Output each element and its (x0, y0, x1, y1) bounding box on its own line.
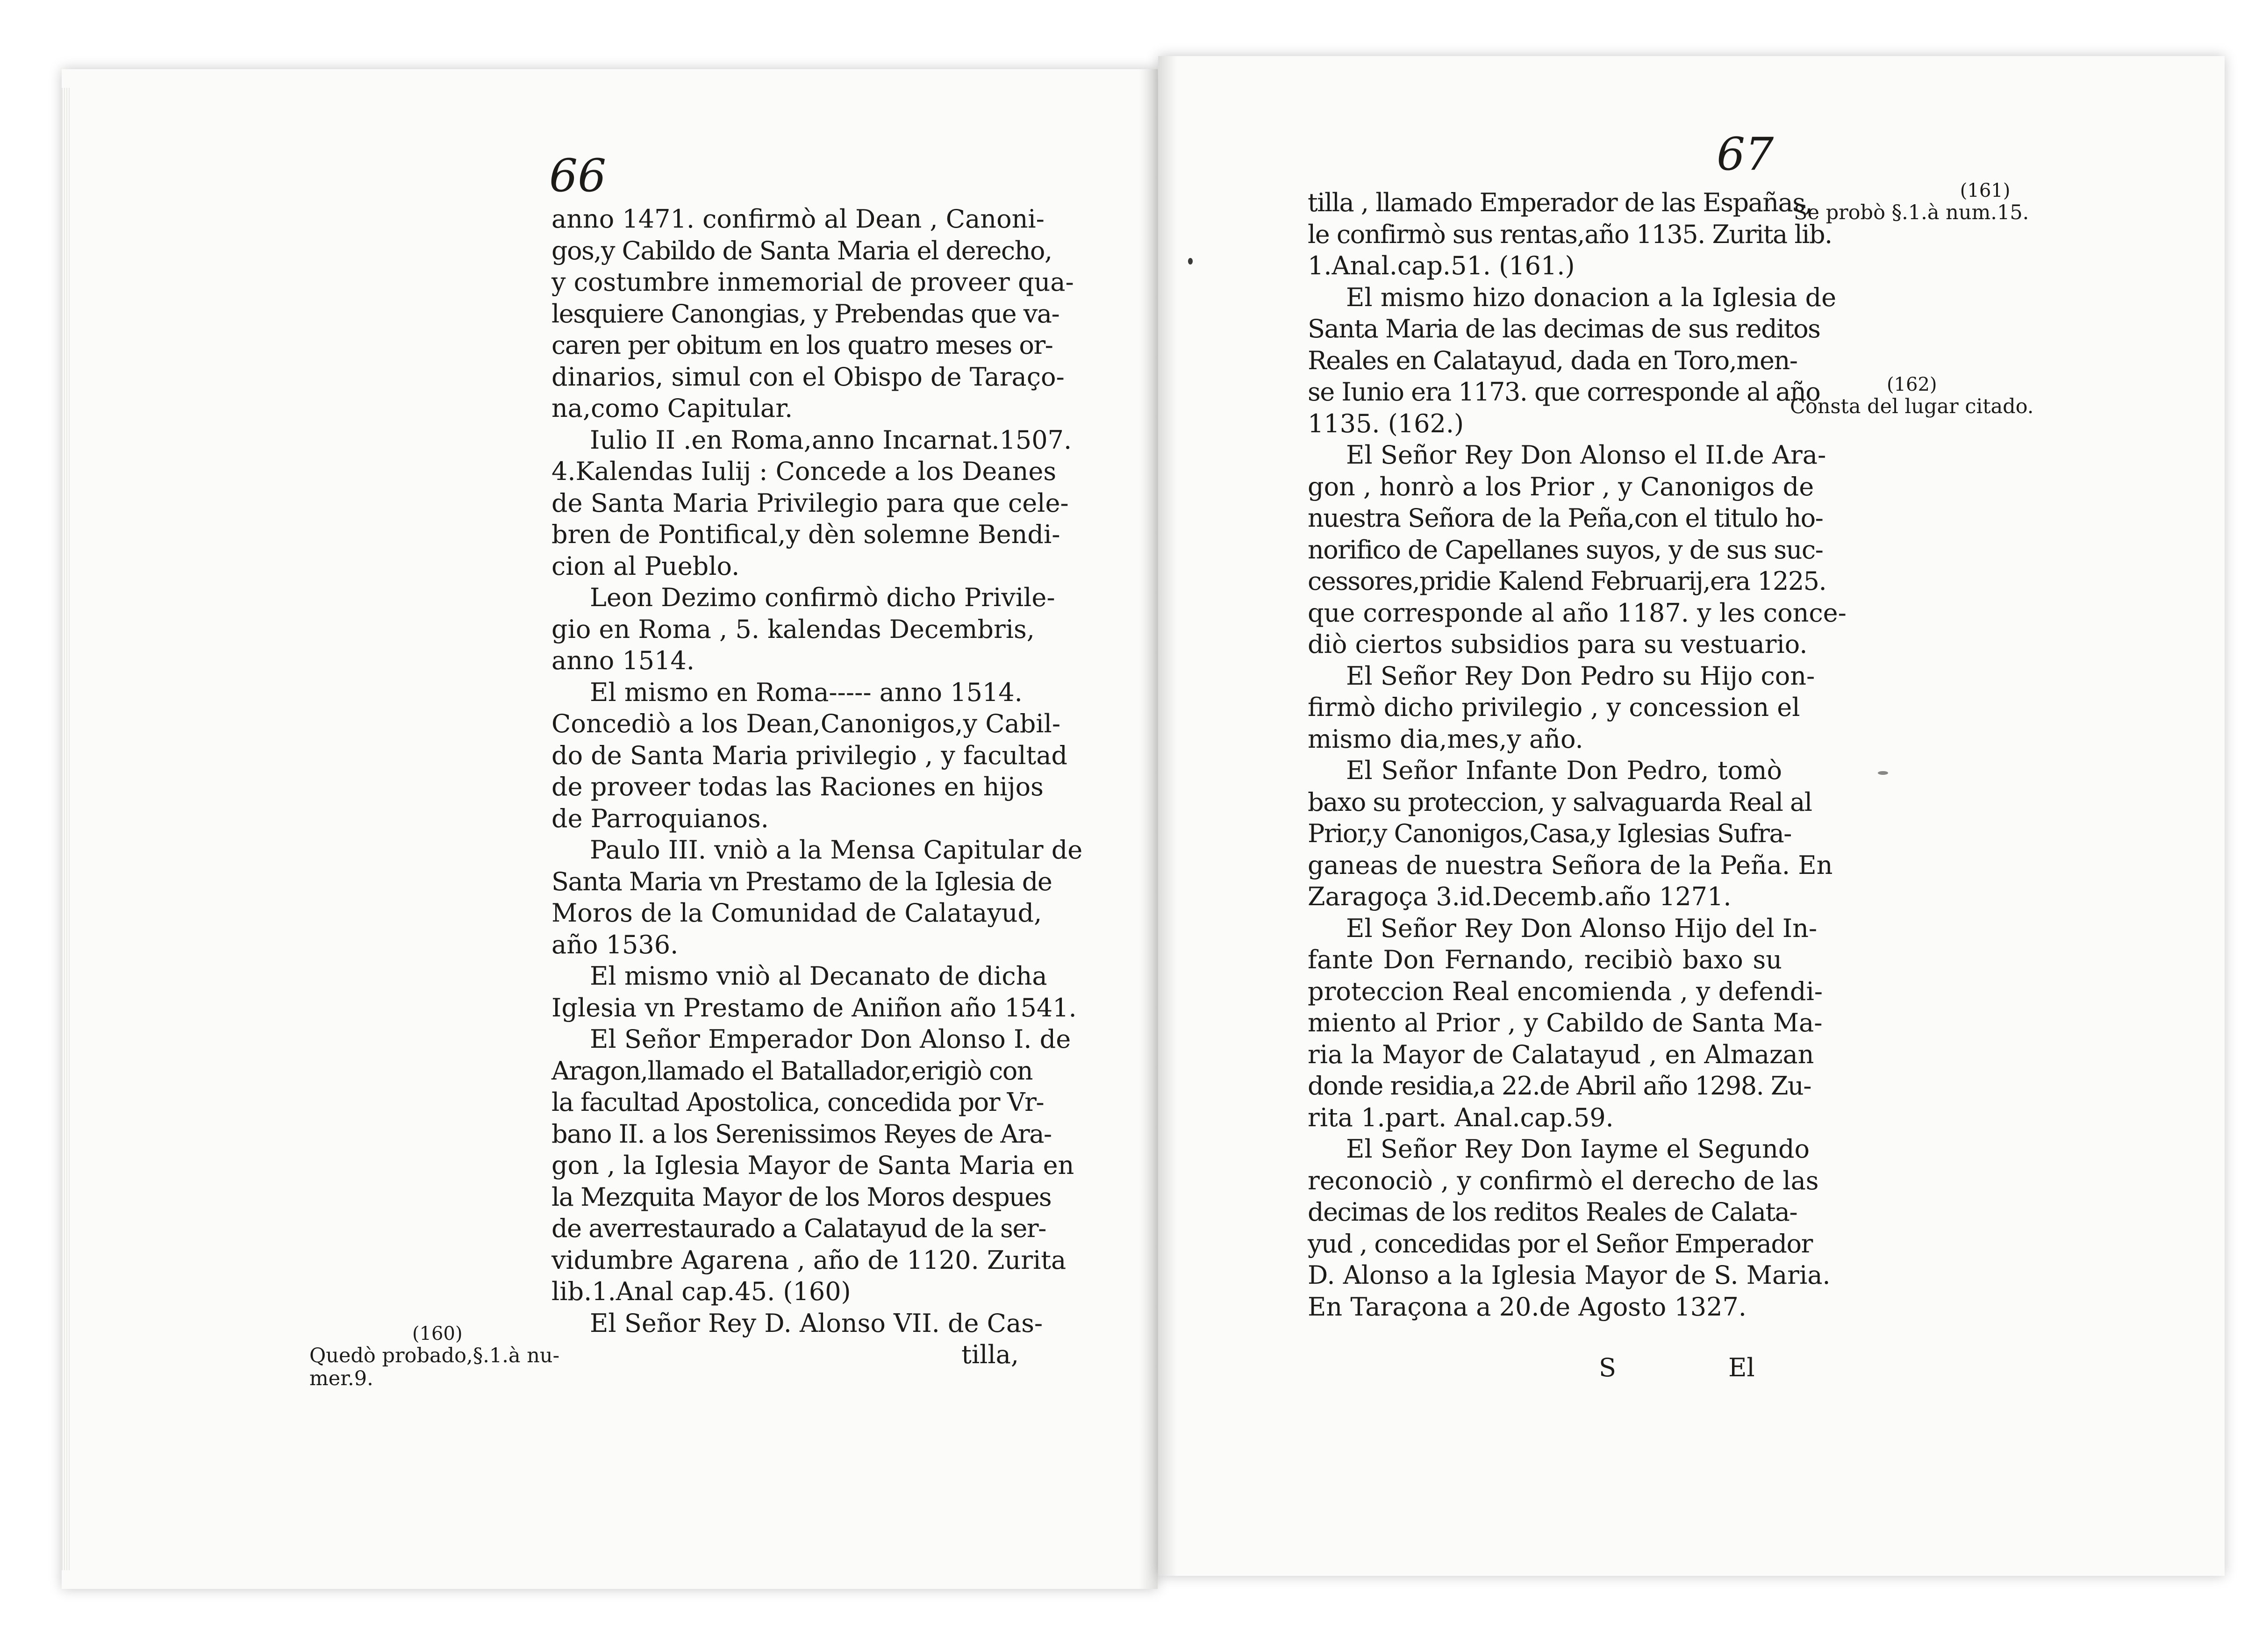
text-line: proteccion Real encomienda , y defendi- (1308, 976, 1823, 1006)
text-line: gon , honrò a los Prior , y Canonigos de (1308, 472, 1814, 501)
text-line: D. Alonso a la Iglesia Mayor de S. Maria. (1308, 1260, 1831, 1290)
text-line: gon , la Iglesia Mayor de Santa Maria en (551, 1151, 1074, 1180)
text-line: tilla, (961, 1340, 1019, 1369)
text-line: Paulo III. vniò a la Mensa Capitular de (590, 835, 1083, 865)
text-line: anno 1471. confirmò al Dean , Canoni- (551, 204, 1045, 234)
text-line: reconociò , y confirmò el derecho de las (1308, 1166, 1819, 1195)
gutter-shadow (1158, 56, 1177, 1576)
text-line: mismo dia,mes,y año. (1308, 724, 1583, 754)
text-line: Iglesia vn Prestamo de Aniñon año 1541. (551, 993, 1077, 1023)
text-line: y costumbre inmemorial de proveer qua- (551, 267, 1074, 297)
text-line: El mismo vniò al Decanato de dicha (590, 961, 1047, 991)
margin-note (1790, 374, 2033, 418)
text-line: fante Don Fernando, recibiò baxo su (1308, 945, 1782, 974)
text-line: do de Santa Maria privilegio , y facultad (551, 740, 1067, 770)
note-number: (161) (1960, 180, 2011, 201)
text-line: Moros de la Comunidad de Calatayud, (551, 898, 1042, 928)
text-line: Santa Maria vn Prestamo de la Iglesia de (551, 866, 1052, 896)
text-line: baxo su proteccion, y salvaguarda Real al (1308, 787, 1812, 817)
text-column (1308, 187, 1847, 1323)
text-line: El Señor Emperador Don Alonso I. de (590, 1024, 1071, 1054)
text-line: El Señor Rey Don Iayme el Segundo (1346, 1134, 1810, 1164)
text-line: ganeas de nuestra Señora de la Peña. En (1308, 850, 1833, 880)
text-line: gio en Roma , 5. kalendas Decembris, (551, 614, 1035, 644)
text-line: año 1536. (551, 930, 679, 959)
left-page (62, 69, 1158, 1589)
text-line: le confirmò sus rentas,año 1135. Zurita lib. (1308, 219, 1832, 249)
text-line: cessores,pridie Kalend Februarij,era 1225. (1308, 566, 1826, 596)
page-number: 66 (549, 150, 607, 202)
text-line: dinarios, simul con el Obispo de Taraço- (551, 362, 1065, 392)
text-line: 4.Kalendas Iulij : Concede a los Deanes (551, 457, 1057, 486)
text-line: Prior,y Canonigos,Casa,y Iglesias Sufra- (1308, 819, 1791, 848)
text-line: Concediò a los Dean,Canonigos,y Cabil- (551, 709, 1061, 738)
text-line: de averrestaurado a Calatayud de la ser- (551, 1214, 1046, 1243)
text-line: Zaragoça 3.id.Decemb.año 1271. (1308, 882, 1732, 911)
text-line: nuestra Señora de la Peña,con el titulo ho- (1308, 503, 1823, 533)
right-page (1158, 56, 2225, 1576)
text-line: la facultad Apostolica, concedida por Vr- (551, 1087, 1044, 1117)
text-line: rita 1.part. Anal.cap.59. (1308, 1102, 1614, 1132)
text-line: El mismo hizo donacion a la Iglesia de (1346, 282, 1837, 312)
text-line: miento al Prior , y Cabildo de Santa Ma- (1308, 1008, 1823, 1037)
text-line: vidumbre Agarena , año de 1120. Zurita (551, 1245, 1067, 1275)
ink-speck (1878, 771, 1888, 775)
text-line: norifico de Capellanes suyos, y de sus suc- (1308, 535, 1823, 565)
text-line: se Iunio era 1173. que corresponde al año (1308, 377, 1820, 407)
text-line: de Parroquianos. (551, 803, 769, 833)
text-line: de Santa Maria Privilegio para que cele- (551, 488, 1069, 518)
text-line: decimas de los reditos Reales de Calata- (1308, 1197, 1797, 1227)
text-line: diò ciertos subsidios para su vestuario. (1308, 629, 1808, 659)
text-line: lib.1.Anal cap.45. (160) (551, 1277, 851, 1306)
margin-note (1794, 180, 2029, 224)
text-line: Leon Dezimo confirmò dicho Privile- (590, 583, 1055, 612)
text-line: lesquiere Canongias, y Prebendas que va- (551, 299, 1059, 329)
text-line: donde residia,a 22.de Abril año 1298. Zu- (1308, 1071, 1811, 1101)
ink-speck (1188, 258, 1193, 265)
text-line: la Mezquita Mayor de los Moros despues (551, 1182, 1052, 1212)
gutter-shadow (1139, 69, 1158, 1589)
note-text: Consta del lugar citado. (1790, 395, 2034, 418)
text-line: que corresponde al año 1187. y les conce- (1308, 598, 1847, 628)
text-line: El Señor Rey D. Alonso VII. de Cas- (590, 1308, 1043, 1338)
text-line: tilla , llamado Emperador de las Españas, (1308, 188, 1812, 217)
text-line: ria la Mayor de Calatayud , en Almazan (1308, 1039, 1814, 1069)
text-line: anno 1514. (551, 646, 695, 675)
text-line: Aragon,llamado el Batallador,erigiò con (551, 1056, 1033, 1086)
text-line: El Señor Rey Don Pedro su Hijo con- (1346, 661, 1815, 691)
text-line: En Taraçona a 20.de Agosto 1327. (1308, 1292, 1747, 1322)
text-line: de proveer todas las Raciones en hijos (551, 772, 1044, 801)
text-column (551, 203, 1083, 1371)
text-line: cion al Pueblo. (551, 551, 740, 581)
text-line: na,como Capitular. (551, 393, 793, 423)
signature-mark: S (1599, 1353, 1616, 1382)
text-line: El Señor Rey Don Alonso el II.de Ara- (1346, 440, 1826, 470)
text-line: 1135. (162.) (1308, 408, 1464, 438)
text-line: Santa Maria de las decimas de sus reditos (1308, 314, 1820, 343)
text-line: 1.Anal.cap.51. (161.) (1308, 251, 1575, 280)
text-line: bren de Pontifical,y dèn solemne Bendi- (551, 520, 1060, 549)
note-number: (162) (1886, 374, 1937, 395)
note-number: (160) (412, 1323, 463, 1344)
page-number: 67 (1717, 128, 1774, 180)
note-line: Quedò probado,§.1.à nu- (309, 1344, 560, 1367)
text-line: El Señor Infante Don Pedro, tomò (1346, 756, 1782, 785)
text-line: yud , concedidas por el Señor Emperador (1308, 1229, 1812, 1259)
text-line: Reales en Calatayud, dada en Toro,men- (1308, 345, 1797, 375)
text-line: El mismo en Roma----- anno 1514. (590, 677, 1023, 707)
text-line: caren per obitum en los quatro meses or- (551, 330, 1053, 360)
text-line: Iulio II .en Roma,anno Incarnat.1507. (590, 425, 1072, 455)
catchword: El (1728, 1353, 1755, 1382)
text-line: gos,y Cabildo de Santa Maria el derecho, (551, 236, 1052, 265)
note-text: Se probò §.1.à num.15. (1794, 201, 2029, 224)
note-line: mer.9. (309, 1367, 373, 1391)
margin-note (309, 1323, 559, 1391)
page-edge (62, 88, 70, 1570)
text-line: El Señor Rey Don Alonso Hijo del In- (1346, 913, 1818, 943)
text-line: firmò dicho privilegio , y concession el (1308, 693, 1800, 722)
text-line: bano II. a los Serenissimos Reyes de Ara- (551, 1119, 1052, 1149)
